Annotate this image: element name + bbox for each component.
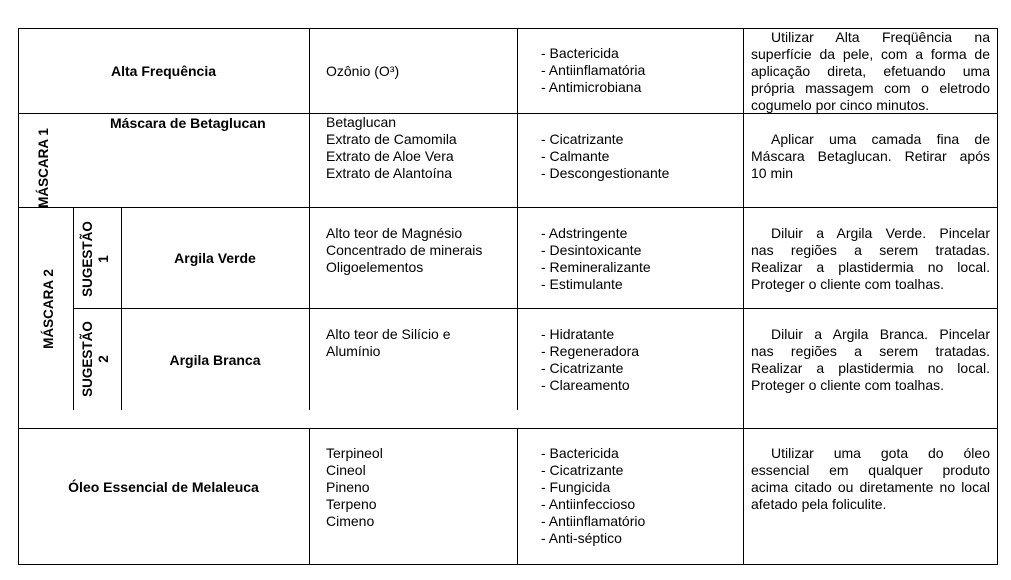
column-divider xyxy=(121,207,122,410)
usage-text-oleo xyxy=(751,445,990,513)
usage-line: Proteger o cliente com toalhas. xyxy=(751,377,944,393)
usage-line: Realizar a plastidermia no local. xyxy=(751,259,990,275)
property-item: - Anti-séptico xyxy=(541,530,622,546)
usage-line: afetado pela foliculite. xyxy=(751,496,887,512)
usage-line: Aplicar uma camada fina de xyxy=(771,131,990,147)
usage-line: Diluir a Argila Branca. Pincelar xyxy=(771,326,990,342)
composition-item: Alto teor de Magnésio xyxy=(326,225,463,241)
usage-text-argila-verde xyxy=(751,225,990,293)
composition-item: Terpeno xyxy=(326,496,377,512)
property-item: - Cicatrizante xyxy=(541,360,624,376)
composition-list-argila-verde xyxy=(326,225,482,276)
property-item: - Antimicrobiana xyxy=(541,79,642,95)
table-border-right xyxy=(997,28,998,565)
property-item: - Antiinflamatória xyxy=(541,62,646,78)
property-item: - Adstringente xyxy=(541,225,628,241)
composition-item: Pineno xyxy=(326,479,370,495)
column-divider xyxy=(73,207,74,410)
composition-list-argila-branca xyxy=(326,326,451,360)
sub-label-sugestao-1: SUGESTÃO 1 xyxy=(80,221,111,297)
composition-item: Betaglucan xyxy=(326,114,397,130)
property-item: - Bactericida xyxy=(541,445,619,461)
composition-item: Concentrado de minerais xyxy=(326,242,483,258)
property-item: - Desintoxicante xyxy=(541,242,642,258)
group-label-mascara-1: MÁSCARA 1 xyxy=(36,128,51,208)
properties-list-argila-verde xyxy=(541,225,651,293)
column-divider xyxy=(309,28,310,410)
property-item: - Antiinfeccioso xyxy=(541,496,636,512)
row-divider xyxy=(18,207,998,208)
property-item: - Fungicida xyxy=(541,479,611,495)
property-item: - Regeneradora xyxy=(541,343,640,359)
property-item: - Remineralizante xyxy=(541,259,651,275)
usage-line: Realizar a plastidermia no local. xyxy=(751,360,990,376)
row-title-argila-verde: Argila Verde xyxy=(174,250,256,266)
composition-item: Alto teor de Silício e xyxy=(326,326,451,342)
property-item: - Descongestionante xyxy=(541,165,670,181)
usage-line: Proteger o cliente com toalhas. xyxy=(751,276,944,292)
group-label-mascara-2: MÁSCARA 2 xyxy=(41,269,56,349)
row-divider xyxy=(73,308,998,309)
row-divider xyxy=(18,428,998,429)
column-divider xyxy=(517,428,518,565)
composition-item: Oligoelementos xyxy=(326,259,424,275)
row-title-oleo-melaleuca: Óleo Essencial de Melaleuca xyxy=(68,479,259,495)
usage-text-argila-branca xyxy=(751,326,990,394)
property-item: - Antiinflamatório xyxy=(541,513,646,529)
composition-item: Cineol xyxy=(326,462,366,478)
properties-list-oleo xyxy=(541,445,645,547)
property-item: - Calmante xyxy=(541,148,610,164)
usage-line: Utilizar uma gota do óleo xyxy=(771,445,990,461)
property-item: - Hidratante xyxy=(541,326,615,342)
usage-line: essencial em qualquer produto xyxy=(751,462,990,478)
properties-list-argila-branca xyxy=(541,326,639,394)
composition-list-alta xyxy=(326,63,399,80)
property-item: - Cicatrizante xyxy=(541,131,624,147)
column-divider xyxy=(309,428,310,565)
properties-list-mascara1 xyxy=(541,131,669,182)
composition-item: Terpineol xyxy=(326,445,383,461)
composition-list-oleo xyxy=(326,445,383,530)
composition-item: Alumínio xyxy=(326,343,381,359)
composition-item: Cimeno xyxy=(326,513,375,529)
composition-item: Ozônio (O³) xyxy=(326,63,400,79)
property-item: - Bactericida xyxy=(541,45,619,61)
column-divider xyxy=(743,28,744,565)
row-title-argila-branca: Argila Branca xyxy=(169,352,261,368)
usage-line: Máscara Betaglucan. Retirar após xyxy=(751,148,990,164)
composition-item: Extrato de Camomila xyxy=(326,131,457,147)
property-item: - Clareamento xyxy=(541,377,630,393)
usage-line: 10 min xyxy=(751,165,794,181)
row-title-alta-frequencia: Alta Frequência xyxy=(110,63,217,79)
composition-item: Extrato de Aloe Vera xyxy=(326,148,454,164)
usage-line: Diluir a Argila Verde. Pincelar xyxy=(771,225,990,241)
usage-line: nas regiões a serem tratadas. xyxy=(751,242,990,258)
usage-line: aplicação direta, efetuando uma xyxy=(751,63,990,79)
sub-label-sugestao-2: SUGESTÃO 2 xyxy=(80,321,111,397)
usage-line: Utilizar Alta Freqüência na xyxy=(771,29,990,45)
usage-line: cogumelo por cinco minutos. xyxy=(751,97,930,113)
composition-item: Extrato de Alantoína xyxy=(326,165,453,181)
table-border-bottom xyxy=(18,564,998,565)
usage-line: nas regiões a serem tratadas. xyxy=(751,343,990,359)
usage-line: acima citado ou diretamente no local xyxy=(751,479,990,495)
usage-line: própria massagem com o eletrodo xyxy=(751,80,990,96)
properties-list-alta xyxy=(541,45,645,96)
property-item: - Cicatrizante xyxy=(541,462,624,478)
composition-list-mascara1 xyxy=(326,114,457,182)
row-title-mascara-betaglucan: Máscara de Betaglucan xyxy=(110,115,266,131)
column-divider xyxy=(517,28,518,410)
usage-text-mascara1 xyxy=(751,131,990,182)
usage-line: superfície da pele, com a forma de xyxy=(751,46,990,62)
property-item: - Estimulante xyxy=(541,276,623,292)
usage-text-alta xyxy=(751,29,990,114)
